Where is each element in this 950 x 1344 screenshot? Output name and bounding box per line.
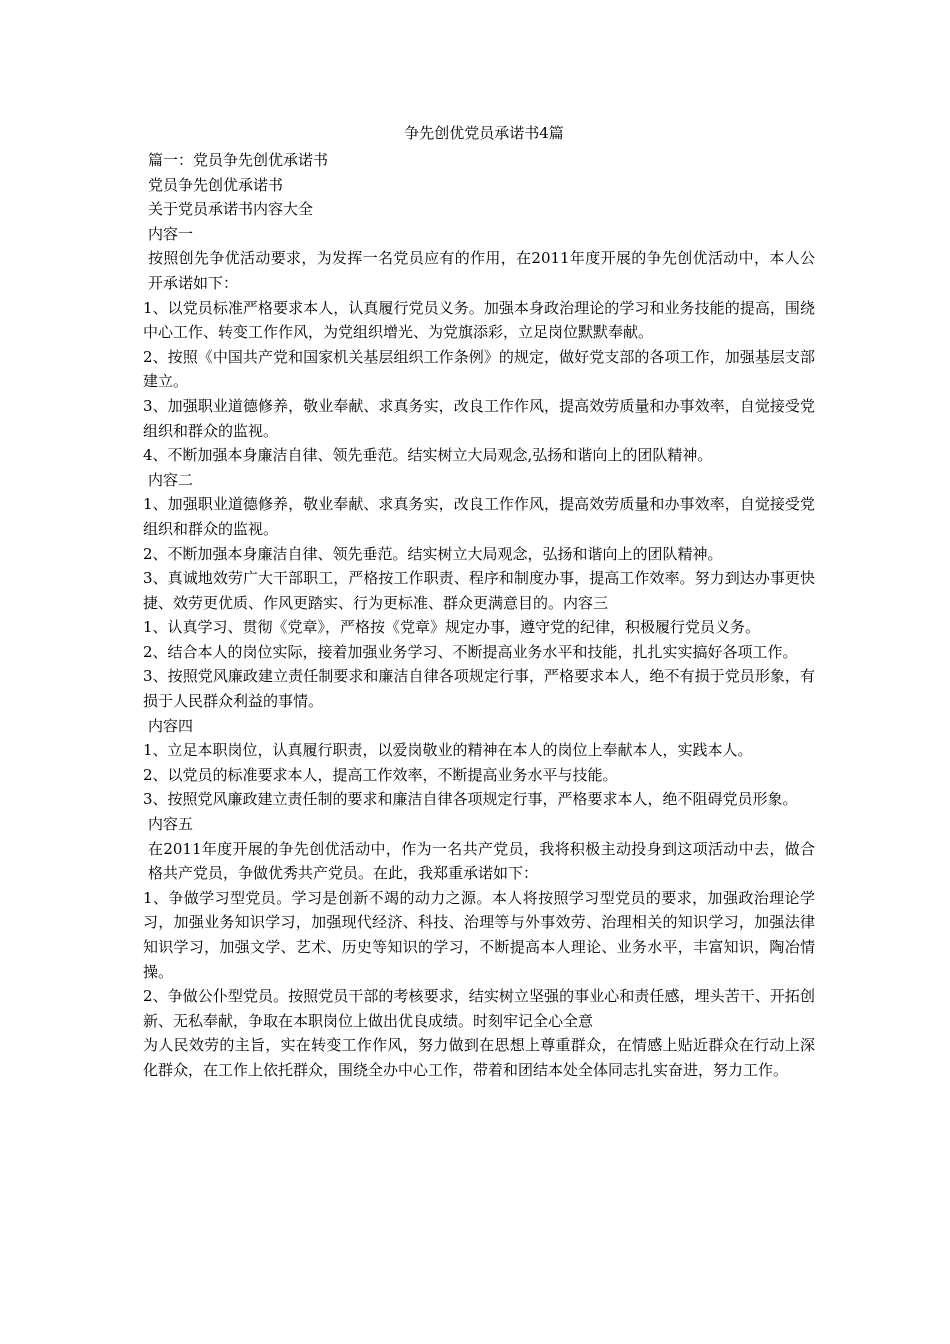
document-paragraph: 2、按照《中国共产党和国家机关基层组织工作条例》的规定，做好党支部的各项工作，加强基层支部建立。	[143, 347, 815, 391]
document-paragraph: 3、按照党风廉政建立责任制的要求和廉洁自律各项规定行事，严格要求本人，绝不阻碍党员形象。	[143, 790, 798, 809]
document-body	[143, 148, 815, 1083]
document-paragraph: 按照创先争优活动要求，为发挥一名党员应有的作用，在2011年度开展的争先创优活动中，本人公开承诺如下：	[148, 249, 815, 292]
document-paragraph: 为人民效劳的主旨，实在转变工作作风，努力做到在思想上尊重群众，在情感上贴近群众在行动上深化群众，在工作上依托群众，围绕全办中心工作，带着和团结本处全体同志扎实奋进，努力工作。	[143, 1036, 815, 1079]
document-paragraph: 3、加强职业道德修养，敬业奉献、求真务实，改良工作作风，提高效劳质量和办事效率，自觉接受党组织和群众的监视。	[143, 396, 815, 440]
document-paragraph: 在2011年度开展的争先创优活动中，作为一名共产党员，我将积极主动投身到这项活动中去，做合格共产党员，争做优秀共产党员。在此，我郑重承诺如下：	[148, 839, 815, 883]
document-paragraph: 篇一：党员争先创优承诺书	[148, 151, 329, 169]
document-paragraph: 2、以党员的标准要求本人，提高工作效率，不断提高业务水平与技能。	[143, 765, 618, 784]
document-paragraph: 1、争做学习型党员。学习是创新不竭的动力之源。本人将按照学习型党员的要求，加强政治理论学习，加强业务知识学习，加强现代经济、科技、治理等与外事效劳、治理相关的知识学习，加强法律知识学习，加强文学、艺术、历史等知识的学习，不断提高本人理论、业务水平，丰富知识，陶冶情操。	[143, 888, 815, 981]
document-paragraph: 党员争先创优承诺书	[148, 175, 284, 194]
document-paragraph: 1、加强职业道德修养，敬业奉献、求真务实，改良工作作风，提高效劳质量和办事效率，自觉接受党组织和群众的监视。	[143, 495, 815, 538]
document-paragraph: 1、认真学习、贯彻《党章》，严格按《党章》规定办事，遵守党的纪律，积极履行党员义务。	[143, 618, 761, 637]
document-paragraph: 2、不断加强本身廉洁自律、领先垂范。结实树立大局观念，弘扬和谐向上的团队精神。	[143, 544, 723, 563]
document-paragraph: 1、以党员标准严格要求本人，认真履行党员义务。加强本身政治理论的学习和业务技能的提高，围绕中心工作、转变工作作风，为党组织增光、为党旗添彩，立足岗位默默奉献。	[143, 298, 815, 342]
document-page	[143, 120, 815, 1083]
document-paragraph: 内容二	[148, 470, 194, 489]
document-paragraph: 2、结合本人的岗位实际，接着加强业务学习、不断提高业务水平和技能，扎扎实实搞好各项工作。	[143, 642, 798, 661]
document-paragraph: 关于党员承诺书内容大全	[148, 200, 314, 219]
document-paragraph: 内容四	[148, 716, 194, 735]
document-paragraph: 3、按照党风廉政建立责任制要求和廉洁自律各项规定行事，严格要求本人，绝不有损于党员形象，有损于人民群众利益的事情。	[143, 667, 815, 711]
document-paragraph: 3、真诚地效劳广大干部职工，严格按工作职责、程序和制度办事，提高工作效率。努力到达办事更快捷、效劳更优质、作风更踏实、行为更标准、群众更满意目的。内容三	[143, 569, 815, 612]
document-paragraph: 内容一	[148, 224, 194, 243]
document-paragraph: 内容五	[148, 815, 194, 834]
document-paragraph: 4、不断加强本身廉洁自律、领先垂范。结实树立大局观念,弘扬和谐向上的团队精神。	[143, 446, 713, 465]
document-paragraph: 1、立足本职岗位，认真履行职责，以爱岗敬业的精神在本人的岗位上奉献本人，实践本人。	[143, 741, 753, 760]
document-paragraph: 2、争做公仆型党员。按照党员干部的考核要求，结实树立坚强的事业心和责任感，埋头苦干、开拓创新、无私奉献，争取在本职岗位上做出优良成绩。时刻牢记全心全意	[143, 987, 815, 1030]
document-title: 争先创优党员承诺书4篇	[404, 124, 564, 142]
